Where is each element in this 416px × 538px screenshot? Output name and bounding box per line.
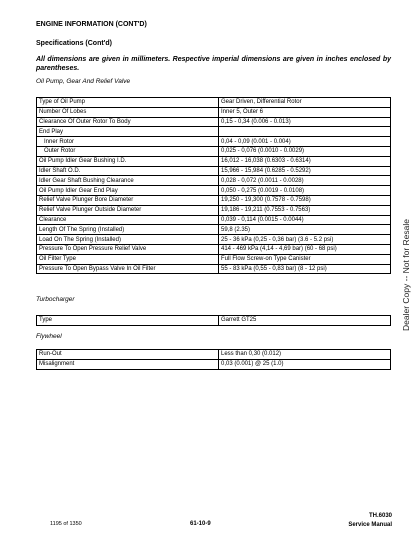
table-row bbox=[37, 254, 391, 264]
spec-value bbox=[219, 127, 391, 137]
table-row bbox=[37, 264, 391, 274]
oil-pump-table bbox=[36, 97, 391, 274]
table-row bbox=[37, 127, 391, 137]
page-number: 61-10-9 bbox=[190, 521, 211, 527]
spec-label: Pressure To Open Bypass Valve In Oil Filter bbox=[37, 264, 219, 274]
spec-value: 414 - 469 kPa (4,14 - 4,69 bar) (60 - 68 psi) bbox=[219, 244, 391, 254]
spec-label: Clearance Of Outer Rotor To Body bbox=[37, 117, 219, 127]
table-row bbox=[37, 316, 391, 326]
dimensions-note: All dimensions are given in millimeters. Respective imperial dimensions are given in inches enclosed by parentheses. bbox=[36, 56, 391, 72]
spec-value: 0,15 - 0,34 (0.006 - 0.013) bbox=[219, 117, 391, 127]
spec-value: 19,186 - 19,211 (0.7553 - 0.7563) bbox=[219, 205, 391, 215]
table-row bbox=[37, 225, 391, 235]
spec-value: 25 - 36 kPa (0,25 - 0,36 bar) (3.6 - 5.2 psi) bbox=[219, 235, 391, 245]
flywheel-table bbox=[36, 349, 391, 370]
spec-label: Relief Valve Plunger Outside Diameter bbox=[37, 205, 219, 215]
spec-label: Number Of Lobes bbox=[37, 107, 219, 117]
spec-label: Pressure To Open Pressure Relief Valve bbox=[37, 244, 219, 254]
spec-label: Oil Pump Idler Gear End Play bbox=[37, 186, 219, 196]
spec-value: 19,250 - 19,300 (0.7578 - 0.7598) bbox=[219, 195, 391, 205]
spec-label: Misalignment bbox=[37, 359, 219, 369]
spec-value: Less than 0,30 (0.012) bbox=[219, 350, 391, 360]
spec-value: 0,050 - 0,275 (0.0019 - 0.0108) bbox=[219, 186, 391, 196]
spec-value: Garrett GT25 bbox=[219, 316, 391, 326]
spec-label: Oil Pump Idler Gear Bushing I.D. bbox=[37, 156, 219, 166]
spec-value: 55 - 83 kPa (0,55 - 0,83 bar) (8 - 12 psi) bbox=[219, 264, 391, 274]
spec-value: 0,03 (0.001) @ 25 (1.0) bbox=[219, 359, 391, 369]
spec-label: Load On The Spring (Installed) bbox=[37, 235, 219, 245]
spec-label: Clearance bbox=[37, 215, 219, 225]
section-title: ENGINE INFORMATION (CONT'D) bbox=[36, 21, 147, 28]
spec-label: Length Of The Spring (Installed) bbox=[37, 225, 219, 235]
table-row bbox=[37, 359, 391, 369]
table-row bbox=[37, 166, 391, 176]
flywheel-subtitle: Flywheel bbox=[36, 333, 62, 340]
table-row bbox=[37, 137, 391, 147]
spec-label: End Play bbox=[37, 127, 219, 137]
oil-pump-subtitle: Oil Pump, Gear And Relief Valve bbox=[36, 78, 131, 85]
spec-label: Oil Filter Type bbox=[37, 254, 219, 264]
table-row bbox=[37, 117, 391, 127]
document-code: TH.6030 bbox=[368, 513, 392, 519]
table-row bbox=[37, 350, 391, 360]
spec-value: 0,04 - 0,09 (0.001 - 0.004) bbox=[219, 137, 391, 147]
spec-value: 16,012 - 16,038 (0.6303 - 0.6314) bbox=[219, 156, 391, 166]
table-row bbox=[37, 176, 391, 186]
spec-label: Relief Valve Plunger Bore Diameter bbox=[37, 195, 219, 205]
spec-label: Type of Oil Pump bbox=[37, 98, 219, 108]
manual-title: Service Manual bbox=[348, 522, 392, 528]
spec-label: Run-Out bbox=[37, 350, 219, 360]
specifications-heading: Specifications (Cont'd) bbox=[36, 40, 112, 47]
table-row bbox=[37, 235, 391, 245]
table-row bbox=[37, 186, 391, 196]
spec-label: Inner Rotor bbox=[37, 137, 219, 147]
spec-label: Idler Shaft O.D. bbox=[37, 166, 219, 176]
spec-value: 15,966 - 15,984 (0.6285 - 0.5292) bbox=[219, 166, 391, 176]
spec-value: Inner 5, Outer 6 bbox=[219, 107, 391, 117]
table-row bbox=[37, 107, 391, 117]
turbocharger-table bbox=[36, 315, 391, 326]
table-row bbox=[37, 205, 391, 215]
table-row bbox=[37, 98, 391, 108]
table-row bbox=[37, 195, 391, 205]
spec-value: 59,8 (2.35) bbox=[219, 225, 391, 235]
turbocharger-subtitle: Turbocharger bbox=[36, 296, 75, 303]
spec-value: 0,028 - 0,072 (0.0011 - 0.0028) bbox=[219, 176, 391, 186]
spec-label: Type bbox=[37, 316, 219, 326]
table-row bbox=[37, 146, 391, 156]
spec-label: Idler Gear Shaft Bushing Clearance bbox=[37, 176, 219, 186]
spec-value: 0,039 - 0,114 (0.0015 - 0.0044) bbox=[219, 215, 391, 225]
spec-label: Outer Rotor bbox=[37, 146, 219, 156]
spec-value: 0,025 - 0,076 (0.0010 - 0.0029) bbox=[219, 146, 391, 156]
page-count: 1195 of 1350 bbox=[50, 521, 82, 527]
table-row bbox=[37, 244, 391, 254]
spec-value: Gear Driven, Differential Rotor bbox=[219, 98, 391, 108]
spec-value: Full Flow Screw-on Type Canister bbox=[219, 254, 391, 264]
dealer-copy-watermark: Dealer Copy -- Not for Resale bbox=[401, 219, 411, 331]
table-row bbox=[37, 215, 391, 225]
table-row bbox=[37, 156, 391, 166]
